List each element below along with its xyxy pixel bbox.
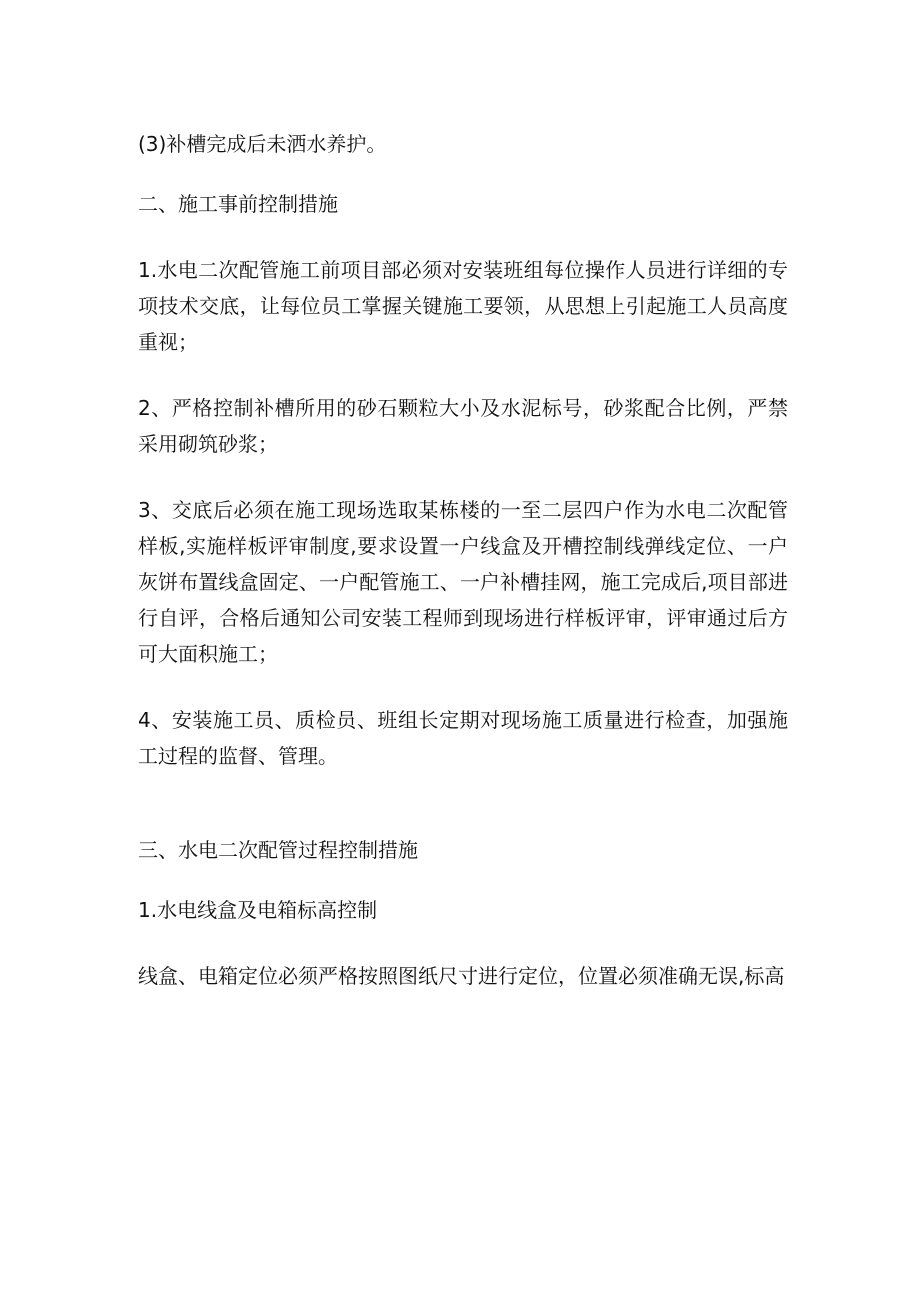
section-heading-pre-control: 二、施工事前控制措施 <box>138 192 338 216</box>
section-heading-process-control: 三、水电二次配管过程控制措施 <box>138 838 418 862</box>
document-body <box>138 126 788 994</box>
paragraph-box-positioning: 线盒、电箱定位必须严格按照图纸尺寸进行定位，位置必须准确无误,标高 <box>138 964 785 988</box>
paragraph-item-3-sample-review: 3、交底后必须在施工现场选取某栋楼的一至二层四户作为水电二次配管样板,实施样板评审制度,要求设置一户线盒及开槽控制线弹线定位、一户灰饼布置线盒固定、一户配管施工、一户补槽挂网，施工完成后,项目部进行自评，合格后通知公司安装工程师到现场进行样板评审，评审通过后方可大面积施工； <box>138 498 788 666</box>
paragraph-curing-note: (3)补槽完成后未洒水养护。 <box>138 132 387 156</box>
paragraph-item-2-material-control: 2、严格控制补槽所用的砂石颗粒大小及水泥标号，砂浆配合比例，严禁采用砌筑砂浆； <box>138 396 788 456</box>
subheading-box-elevation-control: 1.水电线盒及电箱标高控制 <box>138 898 378 922</box>
paragraph-item-4-quality-inspection: 4、安装施工员、质检员、班组长定期对现场施工质量进行检查，加强施工过程的监督、管理。 <box>138 708 788 768</box>
paragraph-item-1-technical-briefing: 1.水电二次配管施工前项目部必须对安装班组每位操作人员进行详细的专项技术交底，让每位员工掌握关键施工要领，从思想上引起施工人员高度重视； <box>138 258 788 354</box>
